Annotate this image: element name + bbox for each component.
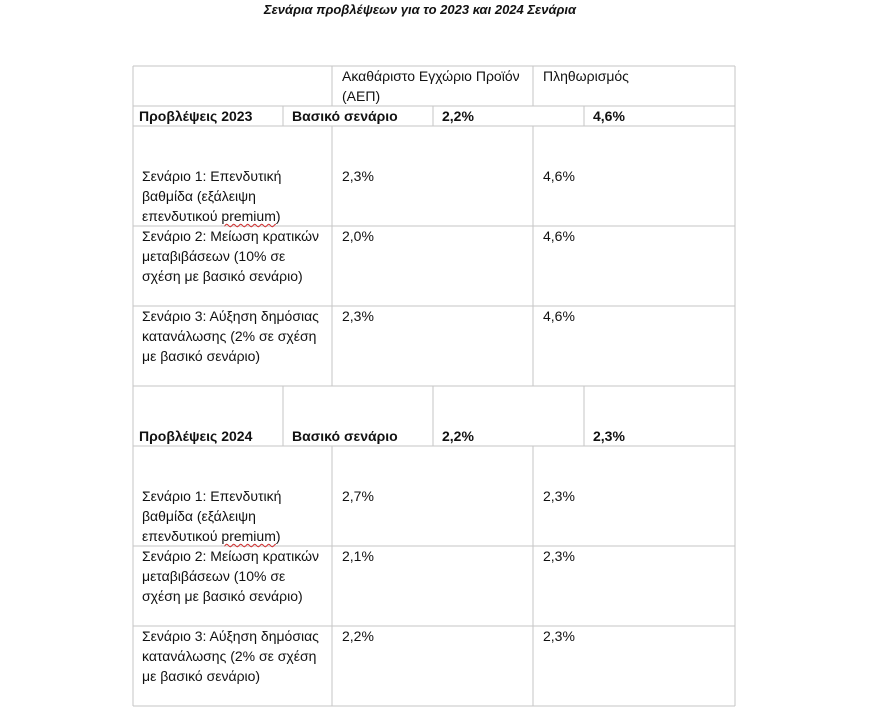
header-gdp: Ακαθάριστο Εγχώριο Προϊόν (ΑΕΠ) — [342, 68, 520, 104]
page-title: Σενάρια προβλέψεων για το 2023 και 2024 Σενάρια — [263, 2, 577, 17]
header-inflation: Πληθωρισμός — [543, 68, 629, 84]
scenario-2023-1-label: Σενάριο 1: Επενδυτική βαθμίδα (εξάλειψη επενδυτικού premium) — [142, 168, 282, 224]
section-2023-label: Προβλέψεις 2023 — [139, 108, 253, 124]
scenario-2024-1-inflation: 2,3% — [543, 488, 575, 504]
scenario-2023-2-gdp: 2,0% — [342, 228, 374, 244]
section-2024-label: Προβλέψεις 2024 — [139, 428, 253, 444]
scenario-2024-1-label: Σενάριο 1: Επενδυτική βαθμίδα (εξάλειψη επενδυτικού premium) — [142, 488, 282, 544]
section-2023-base-label: Βασικό σενάριο — [292, 108, 398, 124]
scenario-2023-3-gdp: 2,3% — [342, 308, 374, 324]
scenario-2023-1-gdp: 2,3% — [342, 168, 374, 184]
scenario-2024-2-label: Σενάριο 2: Μείωση κρατικών μεταβιβάσεων (10% σε σχέση με βασικό σενάριο) — [142, 548, 320, 604]
scenario-2024-2-gdp: 2,1% — [342, 548, 374, 564]
section-2023-base-inflation: 4,6% — [593, 108, 625, 124]
scenario-2024-1-gdp: 2,7% — [342, 488, 374, 504]
section-2024-base-gdp: 2,2% — [442, 428, 474, 444]
scenario-2023-3-label: Σενάριο 3: Αύξηση δημόσιας κατανάλωσης (2% σε σχέση με βασικό σενάριο) — [142, 308, 319, 364]
scenario-2023-3-inflation: 4,6% — [543, 308, 575, 324]
scenario-2023-2-inflation: 4,6% — [543, 228, 575, 244]
section-2023-base-gdp: 2,2% — [442, 108, 474, 124]
section-2024-base-inflation: 2,3% — [593, 428, 625, 444]
section-2024-base-label: Βασικό σενάριο — [292, 428, 398, 444]
scenario-2023-2-label: Σενάριο 2: Μείωση κρατικών μεταβιβάσεων (10% σε σχέση με βασικό σενάριο) — [142, 228, 320, 284]
scenario-2024-3-gdp: 2,2% — [342, 628, 374, 644]
scenario-2024-3-inflation: 2,3% — [543, 628, 575, 644]
scenario-2024-3-label: Σενάριο 3: Αύξηση δημόσιας κατανάλωσης (2% σε σχέση με βασικό σενάριο) — [142, 628, 319, 684]
scenario-2024-2-inflation: 2,3% — [543, 548, 575, 564]
scenario-2023-1-inflation: 4,6% — [543, 168, 575, 184]
